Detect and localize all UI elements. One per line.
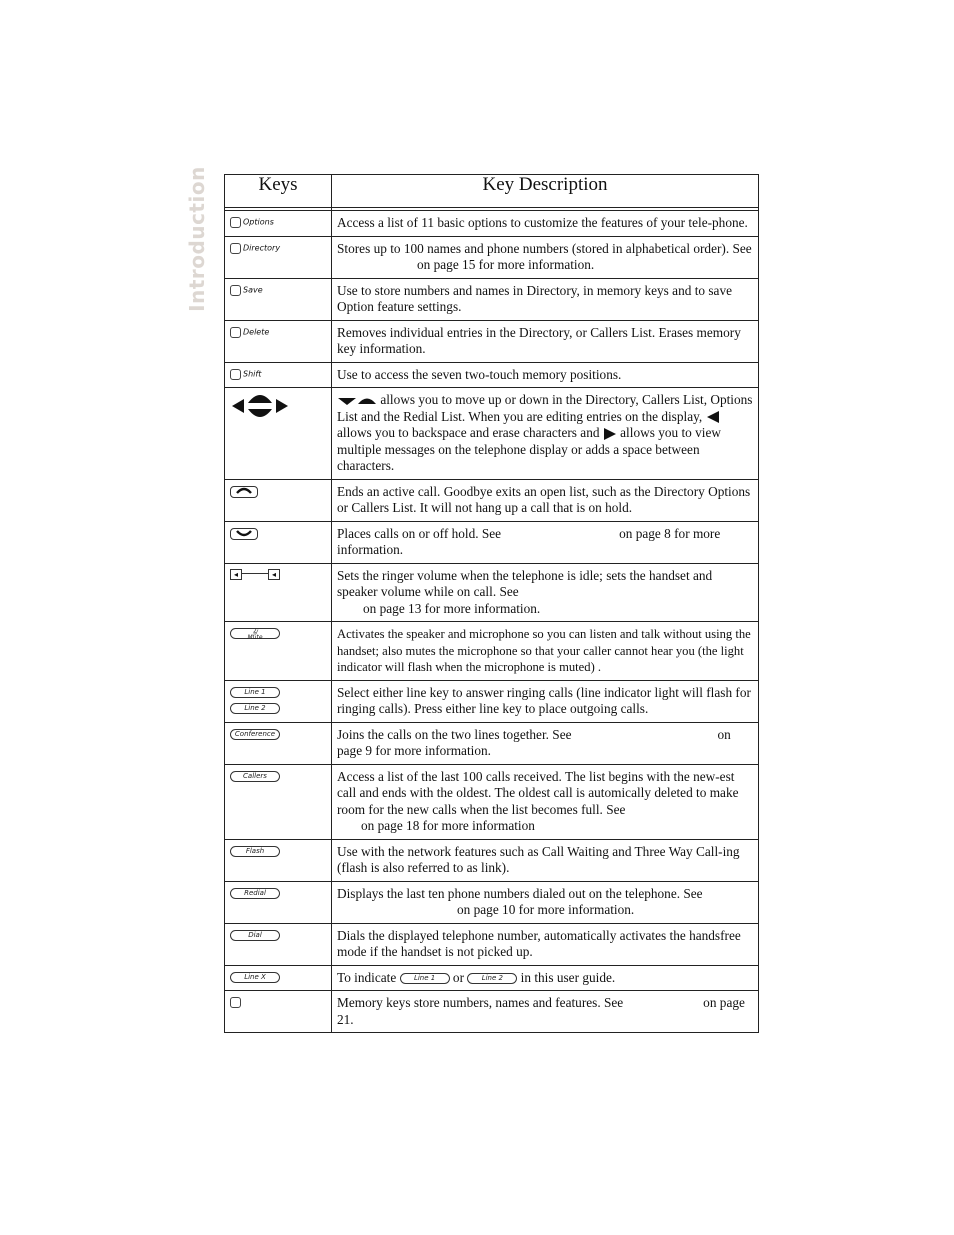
key-description: Select either line key to answer ringing calls (line indicator light will flash for ringing calls). Press either line key to place outgoing calls. [332,680,759,722]
keys-table [224,174,759,1033]
flash-key-icon: Flash [230,846,280,857]
key-description: Ends an active call. Goodbye exits an open list, such as the Directory Options or Callers List. It will not hang up a call that is on hold. [332,479,759,521]
line-1-key-icon: Line 1 [230,687,280,698]
key-description: Joins the calls on the two lines together. See on page 9 for more information. [332,722,759,764]
left-arrow-icon [706,410,720,424]
table-row [225,680,759,722]
table-row [225,320,759,362]
line-2-key-icon: Line 2 [230,703,280,714]
redial-key-icon: Redial [230,888,280,899]
table-row [225,881,759,923]
key-label: Save [243,285,263,295]
table-row [225,278,759,320]
key-label: Options [243,217,274,227]
key-description: Stores up to 100 names and phone numbers (stored in alphabetical order). Seeon page 15 for more information. [332,236,759,278]
speaker-mute-key-icon: 𝄞/ Mute [230,628,280,639]
memory-key-icon [230,997,241,1008]
key-description: Displays the last ten phone numbers dialed out on the telephone. See on page 10 for more information. [332,881,759,923]
key-label: Shift [243,369,262,379]
key-description: Sets the ringer volume when the telephone is idle; sets the handset and speaker volume while on call. See on page 13 for more information. [332,563,759,622]
line-1-key-icon: Line 1 [400,973,450,984]
key-description: Use to store numbers and names in Directory, in memory keys and to save Option feature settings. [332,278,759,320]
header-key-description: Key Description [332,175,759,208]
key-description: To indicate Line 1 or Line 2 in this user guide. [332,965,759,991]
key-label: Directory [243,243,281,253]
table-row [225,923,759,965]
table-row [225,388,759,480]
table-row [225,563,759,622]
table-row [225,839,759,881]
table-row [225,764,759,839]
goodbye-key-icon [230,486,258,498]
section-tab-label: Introduction [185,166,209,312]
key-label: Delete [243,327,270,337]
key-description: Use to access the seven two-touch memory positions. [332,362,759,388]
table-row [225,965,759,991]
line-x-key-icon: Line X [230,972,280,983]
options-key-icon [230,217,241,228]
key-description: Removes individual entries in the Directory, or Callers List. Erases memory key information. [332,320,759,362]
table-row [225,236,759,278]
table-row [225,521,759,563]
table-row [225,991,759,1033]
key-description: Access a list of the last 100 calls received. The list begins with the new-est call and ends with the oldest. The oldest call is automically deleted to make room for the new calls when the list becomes full. See on page 18 for more information [332,764,759,839]
line-2-key-icon: Line 2 [467,973,517,984]
navigation-keys-icon [230,391,290,421]
key-description: Dials the displayed telephone number, automatically activates the handsfree mode if the handset is not picked up. [332,923,759,965]
conference-key-icon: Conference [230,729,280,740]
down-up-arrow-icon [337,396,377,406]
section-tab [184,166,210,312]
key-description: Activates the speaker and microphone so you can listen and talk without using the handset; also mutes the microphone so that your caller cannot hear you (the light indicator will flash when the microphone is muted) . [332,622,759,681]
key-description: Memory keys store numbers, names and features. See on page 21. [332,991,759,1033]
save-key-icon [230,285,241,296]
callers-key-icon: Callers [230,771,280,782]
key-description: Access a list of 11 basic options to customize the features of your tele-phone. [332,211,759,237]
header-keys: Keys [225,175,332,208]
hold-key-icon [230,528,258,540]
volume-key-icon: ◂ ◂ [230,569,280,579]
shift-key-icon [230,369,241,380]
table-header-row [225,175,759,208]
key-description: Places calls on or off hold. See on page 8 for more information. [332,521,759,563]
right-arrow-icon [603,427,617,441]
dial-key-icon: Dial [230,930,280,941]
delete-key-icon [230,327,241,338]
key-description: allows you to move up or down in the Directory, Callers List, Options List and the Redial List. When you are editing entries on the display, allows you to backspace and erase characters and allows you to view multiple messages on the telephone display or adds a space between characters. [332,388,759,480]
table-row [225,362,759,388]
table-row [225,722,759,764]
directory-key-icon [230,243,241,254]
table-row [225,211,759,237]
key-description: Use with the network features such as Call Waiting and Three Way Call-ing (flash is also referred to as link). [332,839,759,881]
table-row [225,622,759,681]
table-row [225,479,759,521]
